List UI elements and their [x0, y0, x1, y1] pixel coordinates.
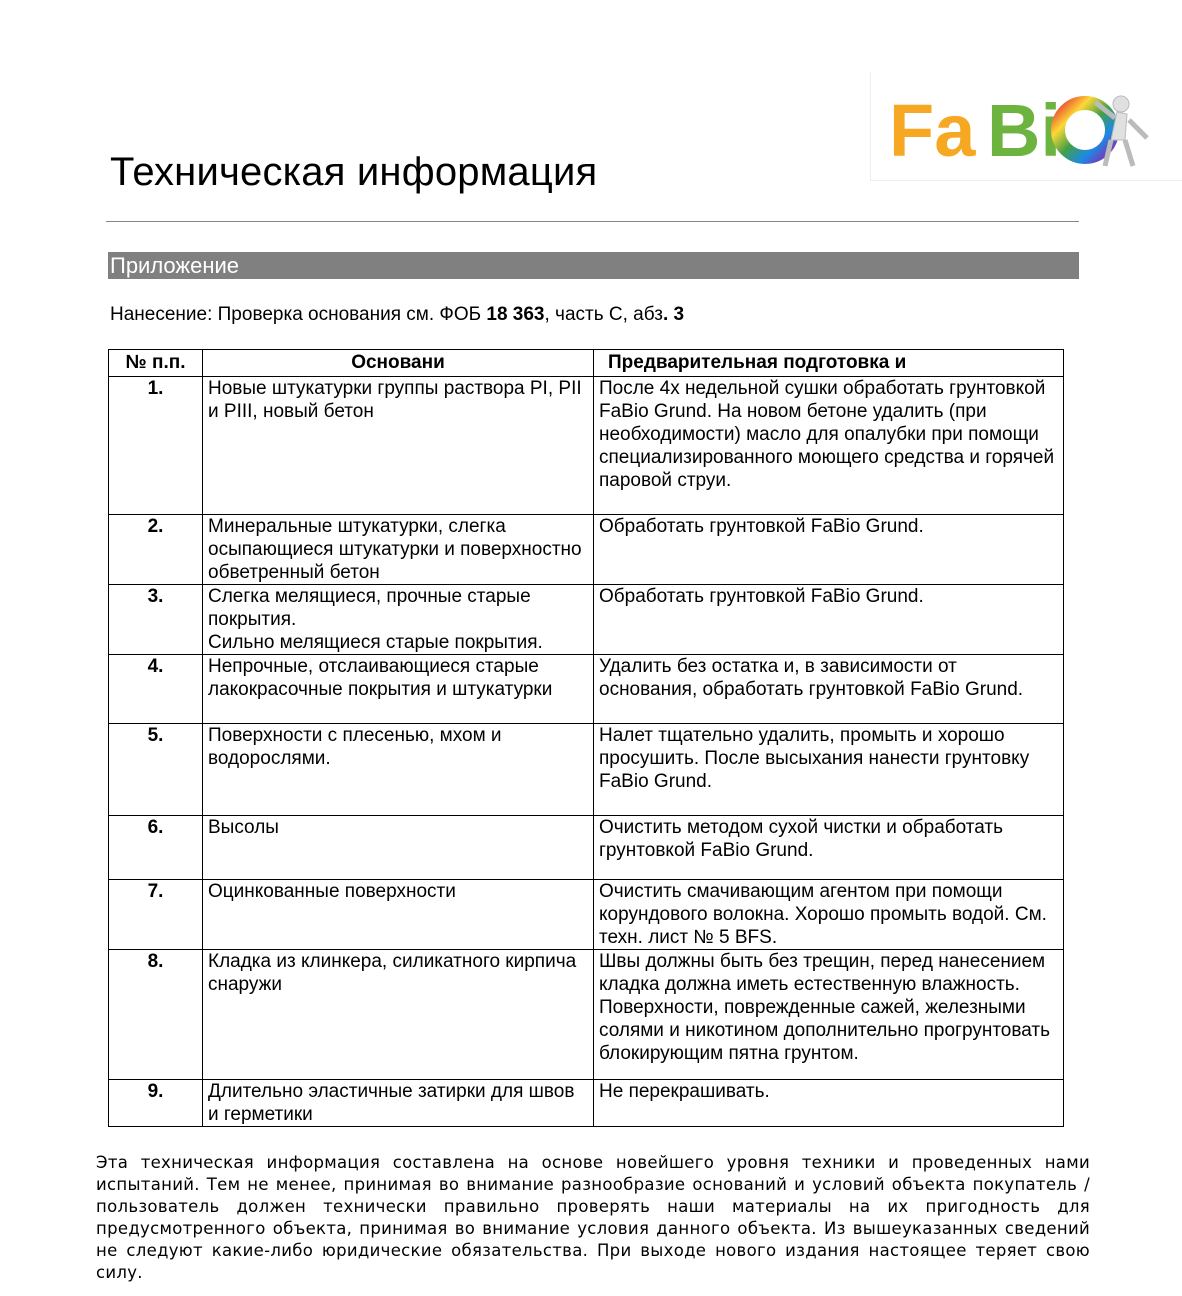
- row-base: Минеральные штукатурки, слегка осыпающиеся штукатурки и поверхностно обветренный бетон: [203, 515, 594, 585]
- table-row: [109, 816, 1064, 880]
- table-row: [109, 950, 1064, 1080]
- section-header-bar: [108, 252, 1079, 279]
- disclaimer-text: Эта техническая информация составлена на основе новейшего уровня техники и проведенных нами испытаний. Тем не менее, принимая во внимание разнообразие оснований и условий объекта покупатель /пользователь должен технически правильно проверять наши материалы на их пригодность для предусмотренного объекта, принимая во внимание условия данного объекта. Из вышеуказанных сведений не следуют какие-либо юридические обязательства. При выходе нового издания настоящее теряет свою силу.: [96, 1153, 1090, 1282]
- row-number: 1.: [109, 377, 203, 515]
- fabio-logo: [889, 80, 1169, 176]
- row-preparation: Очистить смачивающим агентом при помощи корундового волокна. Хорошо промыть водой. См. техн. лист № 5 BFS.: [594, 880, 1064, 950]
- row-base: Поверхности с плесенью, мхом и водорослями.: [203, 724, 594, 816]
- svg-text:Bi: Bi: [987, 89, 1061, 172]
- svg-text:Fa: Fa: [889, 89, 976, 172]
- row-base: Оцинкованные поверхности: [203, 880, 594, 950]
- row-number: 9.: [109, 1080, 203, 1127]
- header-preparation: Предварительная подготовка и: [594, 350, 1064, 377]
- table-row: [109, 724, 1064, 816]
- row-base: Новые штукатурки группы раствора PI, PII и PIII, новый бетон: [203, 377, 594, 515]
- application-text-b: , часть С, абз: [544, 304, 663, 325]
- paragraph-number: . 3: [662, 304, 685, 325]
- row-preparation: Обработать грунтовкой FaBio Grund.: [594, 515, 1064, 585]
- row-preparation: Обработать грунтовкой FaBio Grund.: [594, 585, 1064, 655]
- row-preparation: После 4х недельной сушки обработать грунтовкой FaBio Grund. На новом бетоне удалить (при необходимости) масло для опалубки при помощи специализированного моющего средства и горячей паровой струи.: [594, 377, 1064, 515]
- row-preparation: Швы должны быть без трещин, перед нанесением кладка должна иметь естественную влажность. Поверхности, поврежденные сажей, железными солями и никотином дополнительно прогрунтовать блокирующим пятна грунтом.: [594, 950, 1064, 1080]
- preparation-table: [108, 349, 1064, 1127]
- table-row: [109, 377, 1064, 515]
- header-base: Основани: [203, 350, 594, 377]
- application-line: [110, 304, 684, 326]
- page-title: Техническая информация: [110, 150, 598, 194]
- application-label: Нанесение:: [110, 304, 213, 325]
- table-row: [109, 655, 1064, 724]
- row-preparation: Налет тщательно удалить, промыть и хорошо просушить. После высыхания нанести грунтовку FaBio Grund.: [594, 724, 1064, 816]
- row-base: Кладка из клинкера, силикатного кирпича снаружи: [203, 950, 594, 1080]
- logo-container: [870, 72, 1182, 181]
- row-number: 6.: [109, 816, 203, 880]
- row-number: 4.: [109, 655, 203, 724]
- section-title: Приложение: [110, 253, 240, 278]
- table-row: [109, 515, 1064, 585]
- table-row: [109, 1080, 1064, 1127]
- row-preparation: Не перекрашивать.: [594, 1080, 1064, 1127]
- row-base: Непрочные, отслаивающиеся старые лакокрасочные покрытия и штукатурки: [203, 655, 594, 724]
- table-row: [109, 880, 1064, 950]
- application-text-a: Проверка основания см. ФОБ: [212, 304, 487, 325]
- row-number: 7.: [109, 880, 203, 950]
- table-header-row: [109, 350, 1064, 377]
- title-divider: [106, 221, 1079, 222]
- row-preparation: Удалить без остатка и, в зависимости от основания, обработать грунтовкой FaBio Grund.: [594, 655, 1064, 724]
- header-number: № п.п.: [109, 350, 203, 377]
- row-preparation: Очистить методом сухой чистки и обработать грунтовкой FaBio Grund.: [594, 816, 1064, 880]
- row-base: Слегка мелящиеся, прочные старые покрытия. Сильно мелящиеся старые покрытия.: [203, 585, 594, 655]
- row-base: Высолы: [203, 816, 594, 880]
- row-number: 5.: [109, 724, 203, 816]
- fob-number: 18 363: [486, 304, 545, 325]
- row-number: 2.: [109, 515, 203, 585]
- row-number: 3.: [109, 585, 203, 655]
- row-base: Длительно эластичные затирки для швов и герметики: [203, 1080, 594, 1127]
- table-row: [109, 585, 1064, 655]
- row-number: 8.: [109, 950, 203, 1080]
